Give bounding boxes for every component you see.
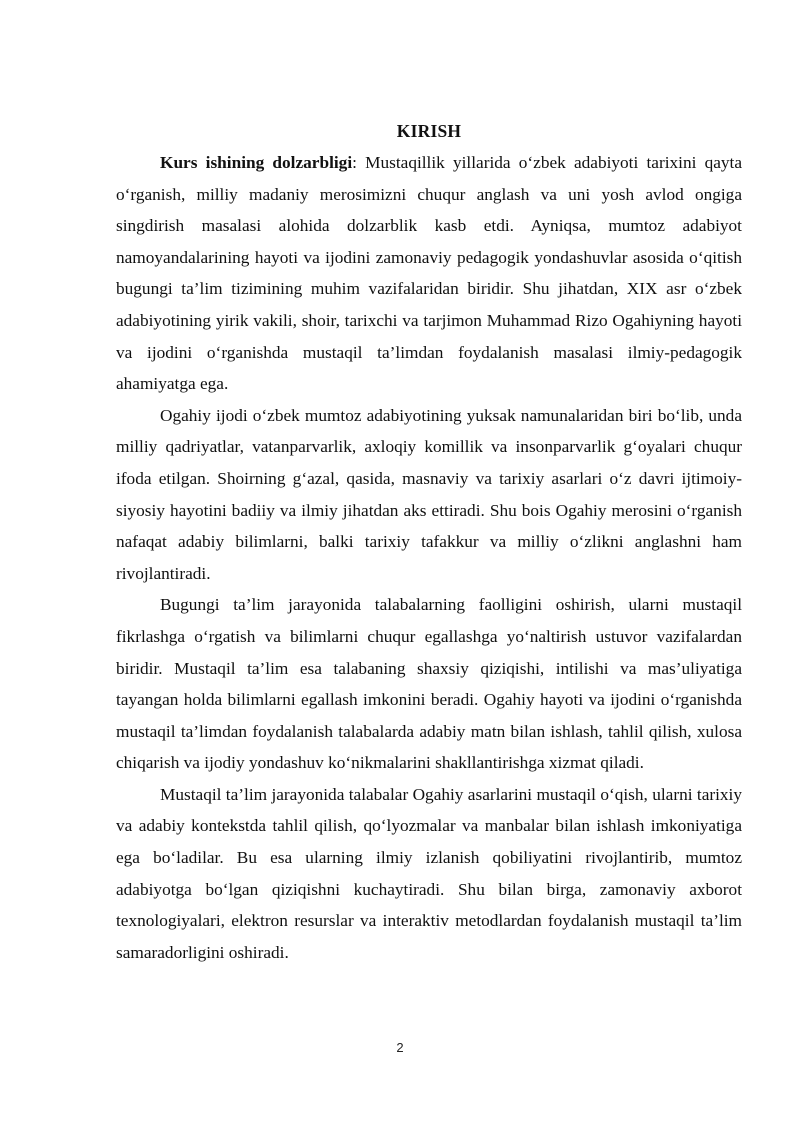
paragraph-independent-study (116, 779, 742, 969)
paragraph-text: Bugungi ta’lim jarayonida talabalarning faolligini oshirish, ularni mustaqil fikrlashga o‘rgatish va bilimlarni chuqur egallashga yo‘naltirish ustuvor vazifalardan biridir. Mustaqil ta’lim esa talabaning shaxsiy qiziqishi, intilishi va mas’uliyatiga tayangan holda bilimlarni egallash imkonini beradi. Ogahiy hayoti va ijodini o‘rganishda mustaqil ta’limdan foydalanish talabalarda adabiy matn bilan ishlash, tahlil qilish, xulosa chiqarish va ijodiy yondashuv ko‘nikmalarini shakllantirishga xizmat qiladi. (116, 595, 742, 773)
paragraph-ogahiy-work (116, 400, 742, 590)
paragraph-relevance (116, 147, 742, 400)
page-body (116, 116, 742, 968)
page-title: KIRISH (396, 121, 462, 141)
paragraph-lead: Kurs ishining dolzarbligi (160, 153, 353, 172)
paragraph-education-process (116, 589, 742, 779)
paragraph-text: : Mustaqillik yillarida o‘zbek adabiyoti tarixini qayta o‘rganish, milliy madaniy merosimizni chuqur anglash va uni yosh avlod ongiga singdirish masalasi alohida dolzarblik kasb etdi. Ayniqsa, mumtoz adabiyot namoyandalarining hayoti va ijodini zamonaviy pedagogik yondashuvlar asosida o‘qitish bugungi ta’lim tizimining muhim vazifalaridan biridir. Shu jihatdan, XIX asr o‘zbek adabiyotining yirik vakili, shoir, tarixchi va tarjimon Muhammad Rizo Ogahiyning hayoti va ijodini o‘rganishda mustaqil ta’limdan foydalanish masalasi ilmiy-pedagogik ahamiyatga ega. (116, 153, 742, 394)
paragraph-text: Mustaqil ta’lim jarayonida talabalar Ogahiy asarlarini mustaqil o‘qish, ularni tarixiy va adabiy kontekstda tahlil qilish, qo‘lyozmalar va manbalar bilan ishlash imkoniyatiga ega bo‘ladilar. Bu esa ularning ilmiy izlanish qobiliyatini rivojlantirib, mumtoz adabiyotga bo‘lgan qiziqishni kuchaytiradi. Shu bilan birga, zamonaviy axborot texnologiyalari, elektron resurslar va interaktiv metodlardan foydalanish mustaqil ta’lim samaradorligini oshiradi. (116, 784, 742, 962)
paragraph-text: Ogahiy ijodi o‘zbek mumtoz adabiyotining yuksak namunalaridan biri bo‘lib, unda milliy qadriyatlar, vatanparvarlik, axloqiy komillik va insonparvarlik g‘oyalari chuqur ifoda etilgan. Shoirning g‘azal, qasida, masnaviy va tarixiy asarlari o‘z davri ijtimoiy-siyosiy hayotini badiiy va ilmiy jihatdan aks ettiradi. Shu bois Ogahiy merosini o‘rganish nafaqat adabiy bilimlarni, balki tarixiy tafakkur va milliy o‘zlikni anglashni ham rivojlantiradi. (116, 405, 742, 583)
page-number: 2 (396, 1040, 404, 1055)
